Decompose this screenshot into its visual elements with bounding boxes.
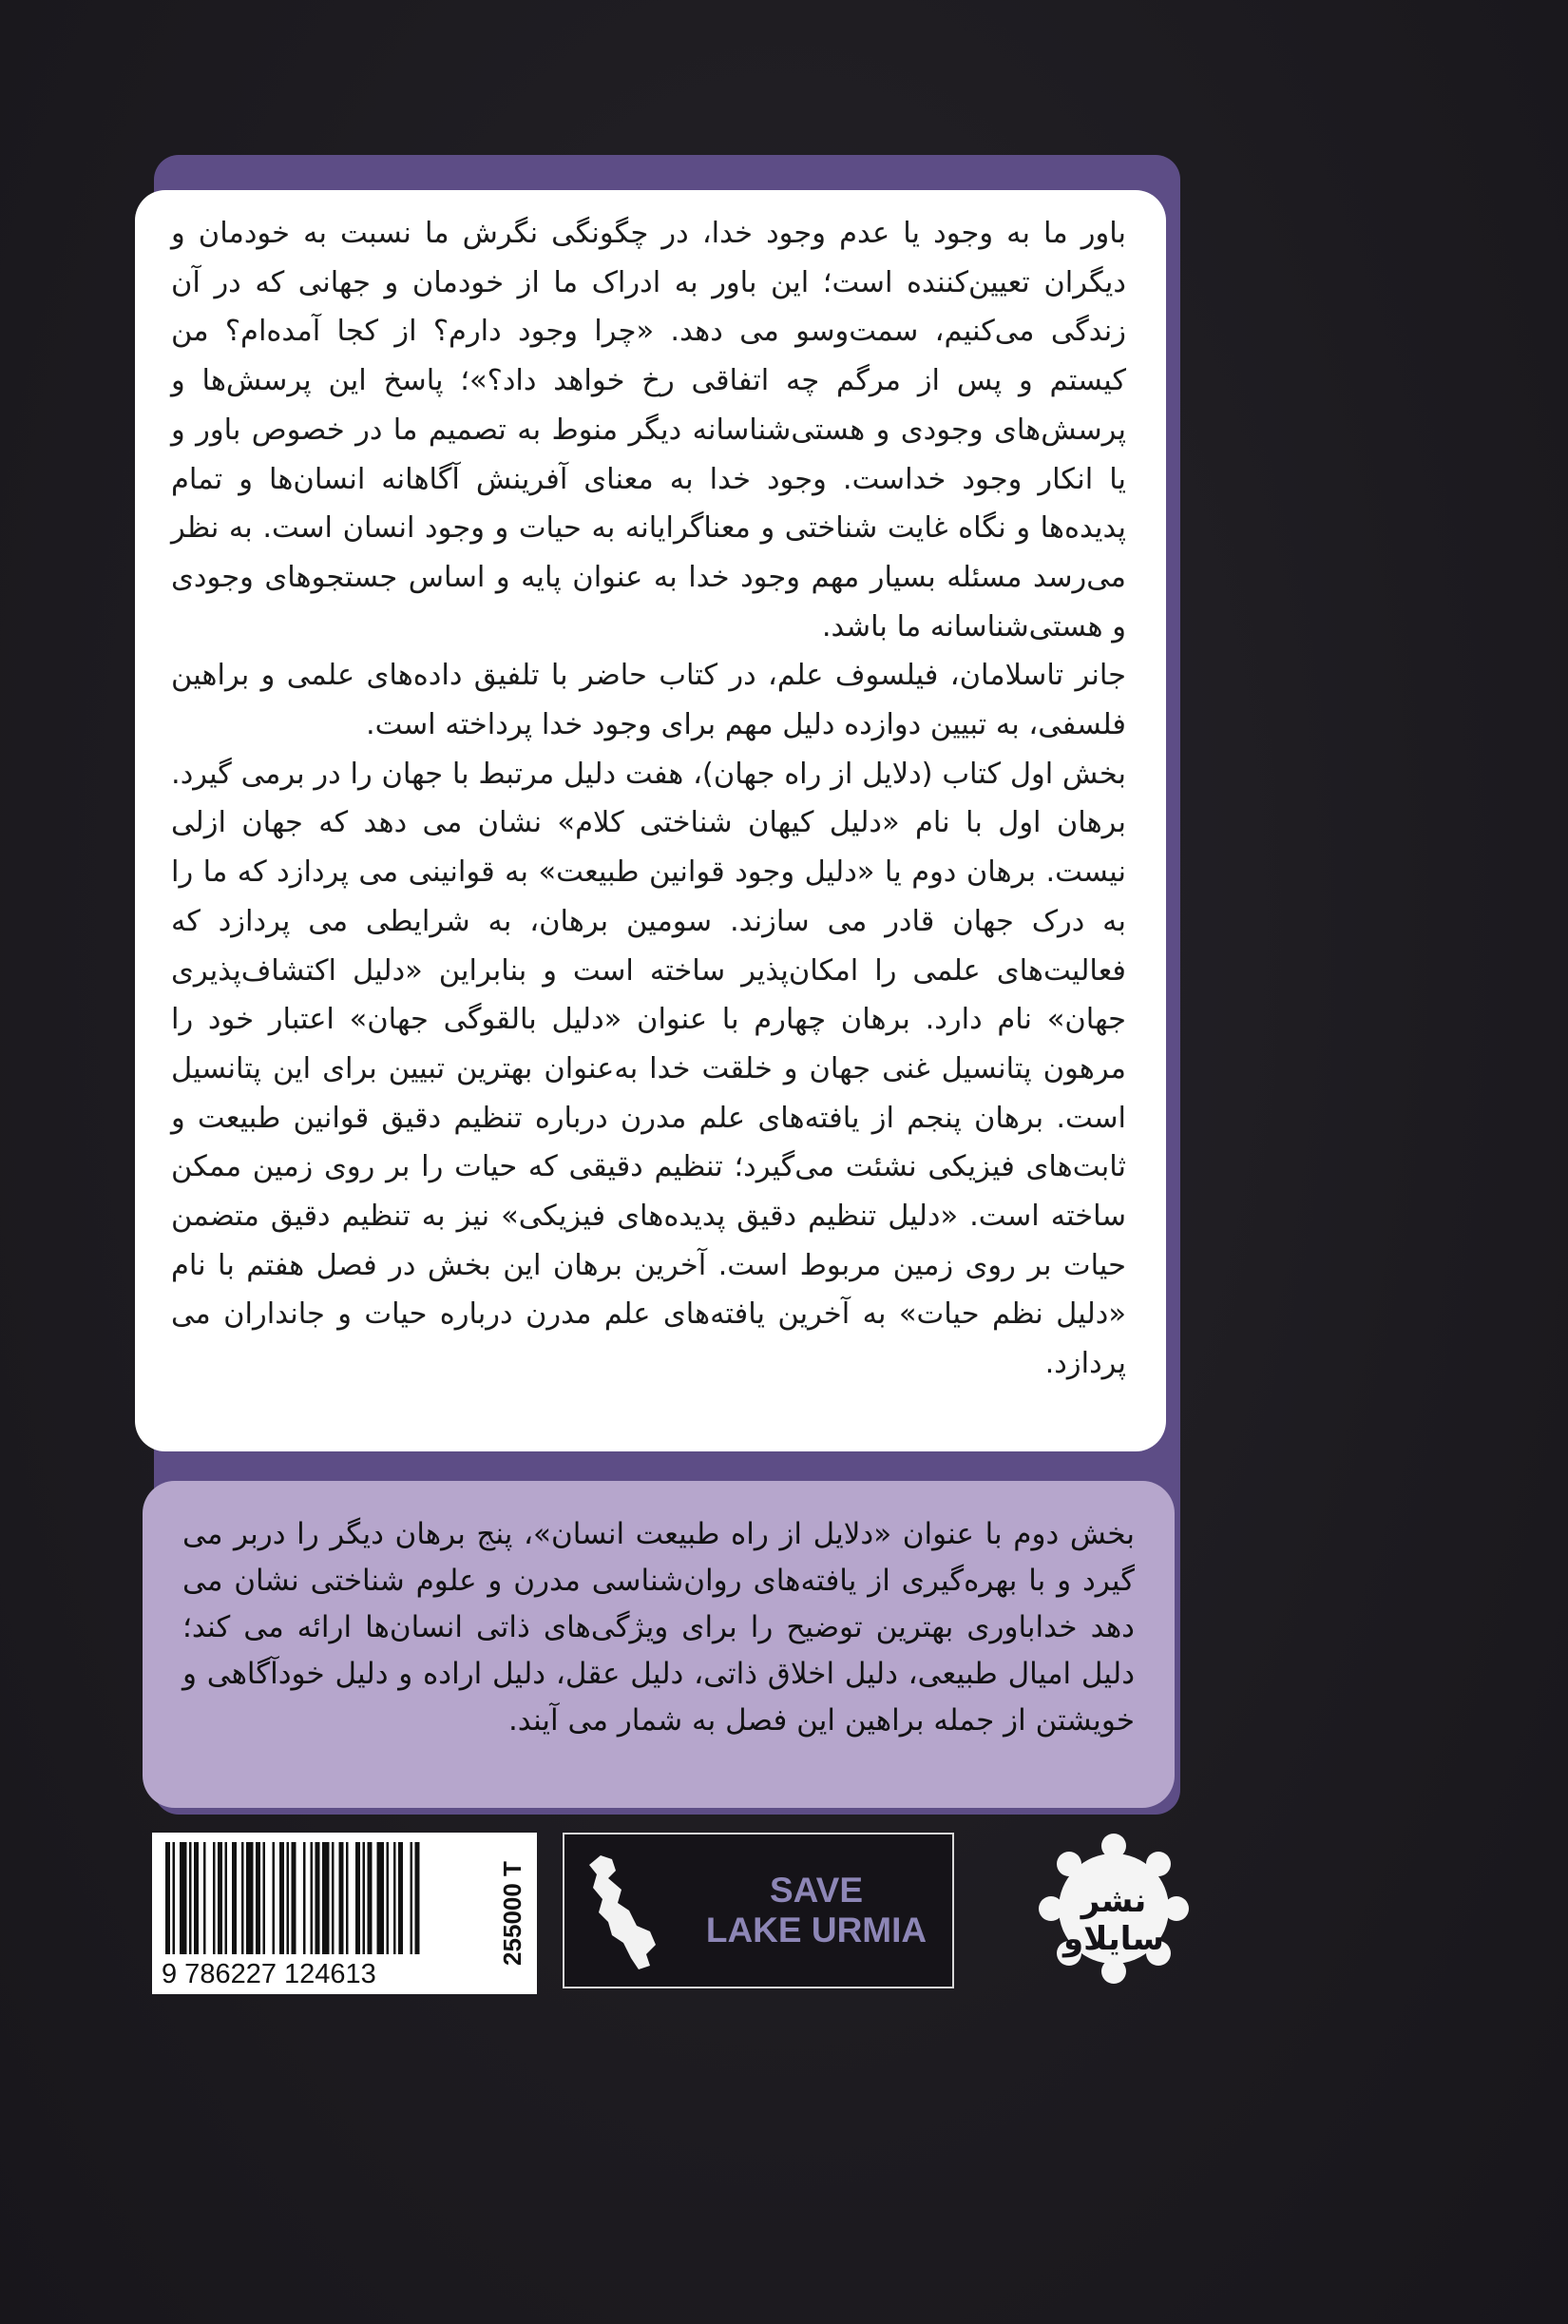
barcode-bar (241, 1842, 244, 1954)
barcode-graphic (152, 1833, 537, 1994)
barcode-bar (203, 1842, 206, 1954)
barcode-bar (311, 1842, 314, 1954)
second-section-panel (143, 1481, 1175, 1808)
barcode-bar (194, 1842, 199, 1954)
barcode-bar (387, 1842, 390, 1954)
publisher-name: نشر سایلاو (1063, 1882, 1164, 1958)
barcode-bar (287, 1842, 290, 1954)
lake-urmia-line: LAKE URMIA (705, 1911, 927, 1949)
barcode-bar (339, 1842, 344, 1954)
barcode-bar (232, 1842, 237, 1954)
barcode-bar (322, 1842, 330, 1954)
publisher-logo (1038, 1833, 1190, 1988)
barcode-bar (332, 1842, 335, 1954)
barcode-bar (213, 1842, 216, 1954)
barcode-bar (279, 1842, 284, 1954)
description-paragraph-3: بخش اول کتاب (دلایل از راه جهان)، هفت دلیل مرتبط با جهان را در برمی گیرد. برهان اول با نام «دلیل کیهان شناختی کلام» نشان می دهد که جهان ازلی نیست. برهان دوم یا «دلیل وجود قوانین طبیعت» به قوانینی می پردازد که ما را به درک جهان قادر می سازند. سومین برهان، به شرایطی می پردازد که فعالیت‌های علمی را امکان‌پذیر ساخته است و بنابراین «دلیل اکتشاف‌پذیری جهان» نام دارد. برهان چهارم با عنوان «دلیل بالقوگی جهان» اعتبار خود را مرهون پتانسیل غنی جهان و خلقت خدا به‌عنوان بهترین تبیین برای این پتانسیل است. برهان پنجم از یافته‌های علم مدرن درباره تنظیم دقیق قوانین طبیعت و ثابت‌های فیزیکی نشئت می‌گیرد؛ تنظیم دقیقی که حیات را بر روی زمین ممکن ساخته است. «دلیل تنظیم دقیق پدیده‌های فیزیکی» نیز به تنظیم دقیق متضمن حیات بر روی زمین مربوط است. آخرین برهان این بخش در فصل هفتم با نام «دلیل نظم حیات» به آخرین یافته‌های علم مدرن درباره حیات و جانداران می پردازد. (171, 757, 1126, 1381)
isbn-barcode (152, 1833, 537, 1994)
barcode-digits: 9 786227 124613 (162, 1959, 376, 1989)
description-panel (135, 190, 1166, 1451)
barcode-bar (346, 1842, 349, 1954)
barcode-bar (316, 1842, 320, 1954)
barcode-bar (246, 1842, 254, 1954)
barcode-bar (377, 1842, 385, 1954)
barcode-bar (363, 1842, 366, 1954)
barcode-bar (398, 1842, 403, 1954)
barcode-bar (263, 1842, 266, 1954)
barcode-bar (368, 1842, 373, 1954)
barcode-bar (225, 1842, 228, 1954)
barcode-bar (411, 1842, 413, 1954)
lake-urmia-map-icon (580, 1852, 675, 1973)
barcode-bar (393, 1842, 396, 1954)
save-lake-urmia-text (688, 1871, 945, 1950)
barcode-bar (173, 1842, 176, 1954)
save-lake-urmia-badge (563, 1833, 954, 1988)
barcode-bar (355, 1842, 360, 1954)
description-paragraph-2: جانر تاسلامان، فیلسوف علم، در کتاب حاضر با تلفیق داده‌های علمی و براهین فلسفی، به تبیین دوازده دلیل مهم برای وجود خدا پرداخته است. (171, 659, 1126, 742)
barcode-bar (218, 1842, 222, 1954)
barcode-bar (165, 1842, 170, 1954)
second-section-paragraph: بخش دوم با عنوان «دلایل از راه طبیعت انسان»، پنج برهان دیگر را دربر می گیرد و با بهره‌گیری از یافته‌های روان‌شناسی مدرن و علوم شناختی نشان می دهد خداباوری بهترین توضیح را برای ویژگی‌های ذاتی انسان‌ها ارائه می کند؛ دلیل امیال طبیعی، دلیل اخلاق ذاتی، دلیل عقل، دلیل اراده و دلیل خودآگاهی و خویشتن از جمله براهین این فصل به شمار می آیند. (182, 1517, 1135, 1738)
description-paragraph-1: باور ما به وجود یا عدم وجود خدا، در چگونگی نگرش ما نسبت به خودمان و دیگران تعیین‌کننده است؛ این باور به ادراک ما از خودمان و جهانی که در آن زندگی می‌کنیم، سمت‌وسو می‌ دهد. «چرا وجود دارم؟ از کجا آمده‌ام؟ من کیستم و پس از مرگم چه اتفاقی رخ خواهد داد؟»؛ پاسخ این پرسش‌ها و پرسش‌های وجودی و هستی‌شناسانه دیگر منوط به تصمیم ما در خصوص باور و یا انکار وجود خداست. وجود خدا به معنای آفرینش آگاهانه انسان‌ها و تمام پدیده‌ها و نگاه غایت شناختی و معناگرایانه به حیات و وجود انسان است. به نظر می‌رسد مسئله بسیار مهم وجود خدا به عنوان پایه و اساس جستجوهای وجودی و هستی‌شناسانه ما باشد. (171, 217, 1126, 643)
barcode-bar (256, 1842, 260, 1954)
save-line: SAVE (769, 1871, 863, 1910)
price-label: 255000 T (498, 1861, 526, 1966)
barcode-bar (292, 1842, 296, 1954)
barcode-bar (180, 1842, 187, 1954)
barcode-bar (273, 1842, 276, 1954)
barcode-bar (415, 1842, 420, 1954)
barcode-bar (189, 1842, 192, 1954)
barcode-bar (303, 1842, 306, 1954)
